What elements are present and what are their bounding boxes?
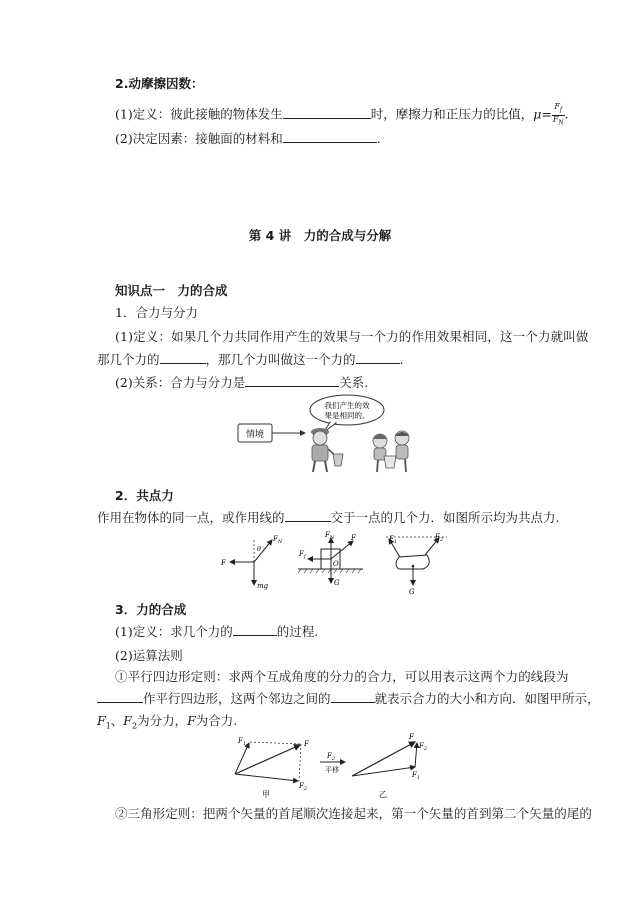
- svg-text:F: F: [409, 733, 414, 741]
- mu-symbol: μ=: [533, 106, 552, 122]
- svg-text:F2: $F_2$: [327, 752, 336, 762]
- triangle-rule-line: ②三角形定则：把两个矢量的首尾顺次连接起来，第一个矢量的首到第二个矢量的尾的: [115, 806, 592, 821]
- parallelogram-rule-line-1: ①平行四边形定则：求两个互成角度的分力的合力，可以用表示这两个力的线段为: [115, 669, 569, 684]
- relationship-line: (2)关系：合力与分力是 关系.: [115, 375, 369, 390]
- speech-bubble: [310, 395, 384, 425]
- subheading-resultant-and-component: 1．合力与分力: [115, 305, 198, 320]
- parallelogram-triangle-figure: [229, 730, 439, 800]
- svg-text:mg: mg: [257, 582, 269, 590]
- definition-line-2: 那几个力的 ，那几个力叫做这一个力的 .: [97, 352, 404, 367]
- lecture-title: 第 4 讲 力的合成与分解: [248, 228, 392, 243]
- bubble-line-2: 果是相同的。: [324, 411, 370, 420]
- section-heading-friction-coefficient: 2.动摩擦因数：: [115, 76, 204, 91]
- translation-arrow: [320, 752, 345, 774]
- svg-text:θ: θ: [257, 545, 261, 553]
- bubble-line-1: 我们产生的效: [324, 401, 370, 410]
- parallelogram-rule-line-3: $F_1$、$F_2$为分力，F为合力.: [97, 713, 238, 731]
- svg-text:G: G: [409, 588, 415, 596]
- friction-def-suffix: 时，摩擦力和正压力的比值，: [370, 106, 534, 122]
- svg-text:FN: $F_N$: [273, 535, 283, 545]
- concurrent-figure-2: [298, 531, 363, 587]
- knowledge-point-heading: 知识点一 力的合成: [115, 283, 228, 298]
- svg-text:F: F: [351, 534, 356, 542]
- svg-text:F1: $F_1$: [389, 535, 398, 545]
- svg-text:G: G: [334, 579, 340, 587]
- fill-blank[interactable]: [160, 352, 206, 364]
- svg-text:F: F: [221, 559, 226, 567]
- concurrent-figure-3: [386, 533, 447, 596]
- figure-jia: [235, 737, 310, 799]
- fill-blank[interactable]: [233, 624, 277, 636]
- friction-def-prefix: (1)定义：彼此接触的物体发生: [115, 106, 283, 122]
- children-with-bucket-figure: [373, 431, 409, 472]
- svg-text:F2: $F_2$: [299, 782, 308, 792]
- concurrent-forces-text: 作用在物体的同一点，或作用线的 交于一点的几个力．如图所示均为共点力.: [97, 510, 560, 525]
- period: .: [564, 106, 569, 122]
- parallelogram-rule-line-2: 作平行四边形，这两个邻边之间的 就表示合力的大小和方向．如图甲所示，: [97, 691, 600, 707]
- scene-label: 情境: [245, 430, 265, 440]
- svg-text:F: F: [304, 740, 309, 748]
- operation-rules-label: (2)运算法则: [115, 648, 183, 663]
- svg-text:O: O: [333, 560, 339, 568]
- svg-text:FN: $F_N$: [325, 531, 335, 541]
- friction-factor-prefix: (2)决定因素：接触面的材料和: [115, 131, 283, 146]
- friction-fraction: $\frac{F_f}{F_N}$: [552, 102, 564, 127]
- composition-definition: (1)定义：求几个力的 的过程.: [115, 624, 319, 639]
- svg-text:F1: $F_1$: [412, 771, 421, 781]
- friction-definition-line: [115, 103, 569, 127]
- fill-blank[interactable]: [331, 691, 375, 703]
- fill-blank[interactable]: [356, 352, 400, 364]
- fill-blank[interactable]: [283, 131, 377, 143]
- subheading-force-composition: 3．力的合成: [115, 602, 187, 617]
- svg-text:Ff: $F_f$: [299, 550, 306, 560]
- adult-with-bucket-figure: [311, 428, 343, 472]
- svg-text:F2: $F_2$: [435, 533, 444, 543]
- fill-blank[interactable]: [245, 375, 339, 387]
- caption-jia: 甲: [262, 790, 270, 799]
- fill-blank[interactable]: [97, 691, 143, 703]
- svg-text:平移: 平移: [325, 766, 339, 774]
- fill-blank[interactable]: [283, 107, 371, 119]
- period: .: [376, 131, 381, 146]
- friction-factor-line: [115, 131, 381, 147]
- svg-text:F2: $F_2$: [419, 742, 428, 752]
- svg-text:F1: $F_1$: [238, 737, 247, 747]
- concurrent-figure-1: [220, 535, 283, 590]
- figure-yi: [352, 733, 427, 799]
- fill-blank[interactable]: [285, 510, 331, 522]
- concurrent-forces-figure: [213, 529, 453, 599]
- subheading-concurrent-forces: 2．共点力: [115, 488, 174, 503]
- scene-illustration: [230, 394, 430, 474]
- caption-yi: 乙: [379, 790, 387, 799]
- definition-line-1: (1)定义：如果几个力共同作用产生的效果与一个力的作用效果相同，这一个力就叫做: [115, 329, 589, 344]
